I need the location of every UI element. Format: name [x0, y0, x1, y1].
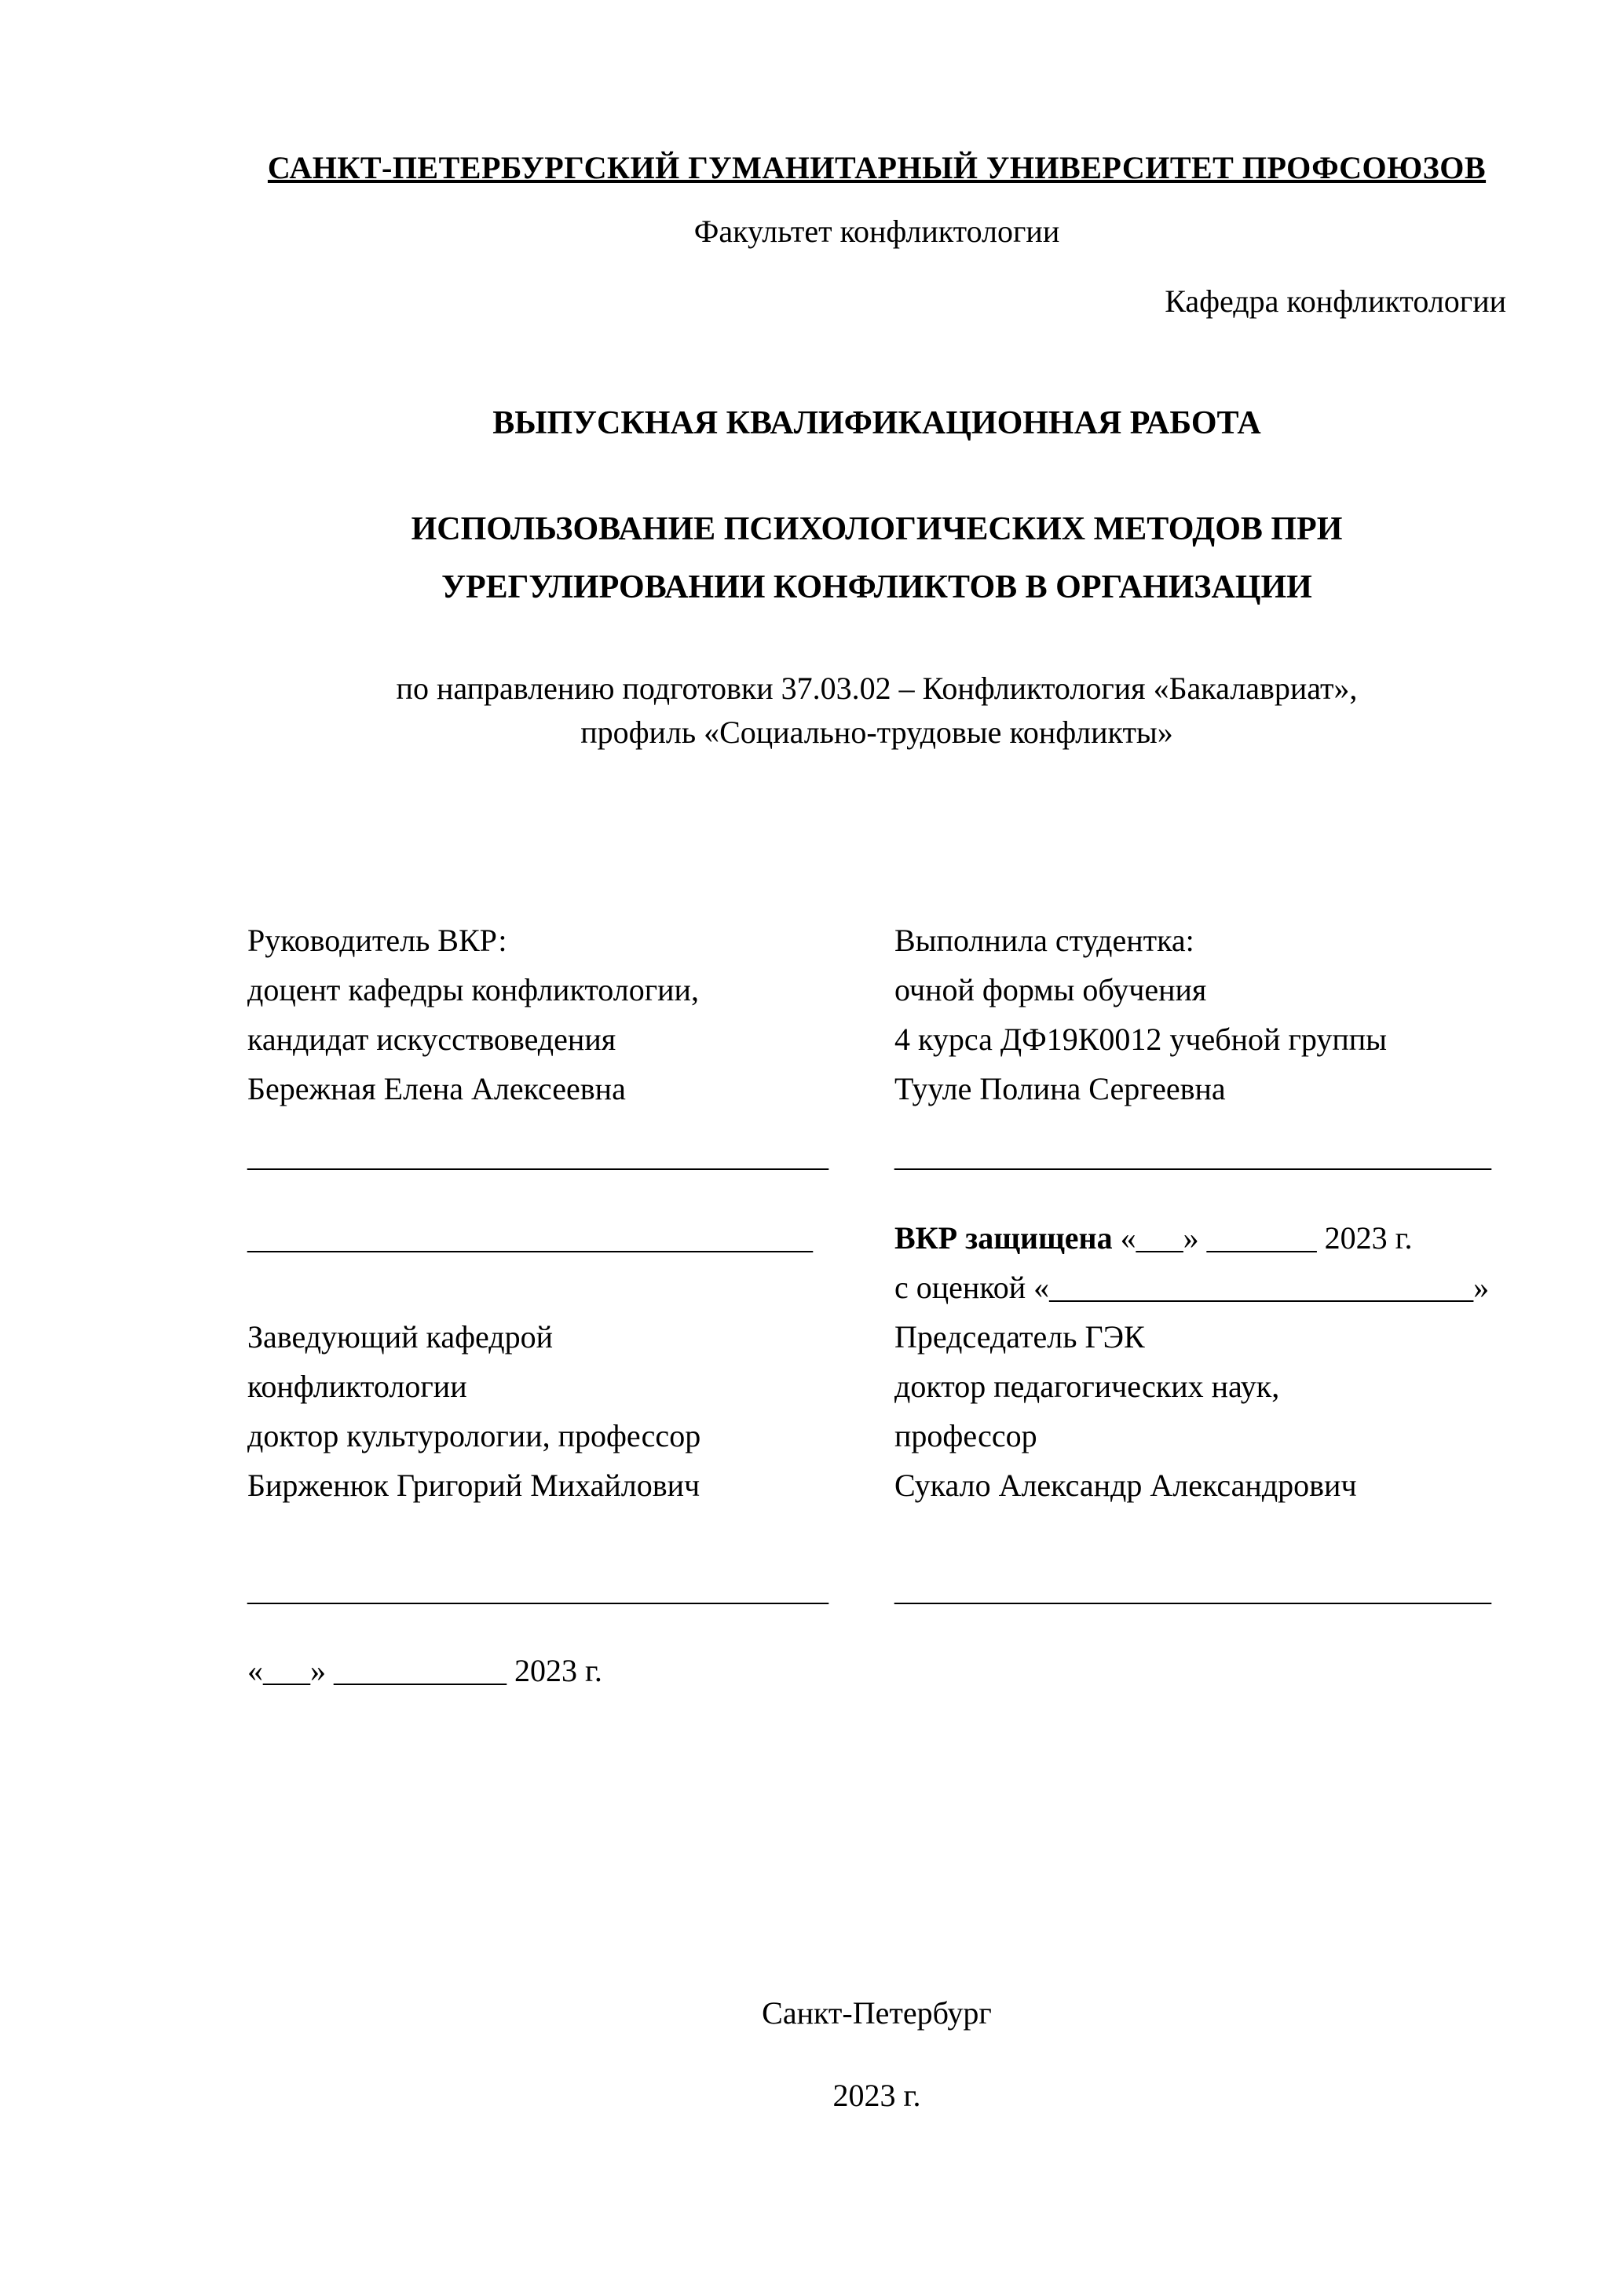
supervisor-label: Руководитель ВКР: [247, 923, 507, 958]
row-spacer [247, 1614, 1506, 1646]
supervisor-position-2: кандидат искусствоведения [247, 1022, 616, 1057]
student-info-1: очной формы обучения [894, 972, 1207, 1007]
row-spacer [247, 1180, 1506, 1213]
defense-line [894, 1213, 1506, 1263]
row-spacer [247, 1113, 1506, 1131]
work-type-heading: ВЫПУСКНАЯ КВАЛИФИКАЦИОННАЯ РАБОТА [492, 405, 1261, 441]
head-of-department-line3: доктор культурологии, профессор [247, 1418, 701, 1453]
gek-chair-line3: профессор [894, 1418, 1037, 1453]
defense-rest: «___» _______ 2023 г. [1112, 1220, 1413, 1256]
supervisor-signature-line-2: ____________________________________ [247, 1220, 813, 1256]
head-of-department-line2: конфликтологии [247, 1369, 467, 1404]
head-of-department-signature-line: _____________________________________ [247, 1572, 828, 1607]
head-of-department-date-line: «___» ___________ 2023 г. [247, 1653, 602, 1688]
empty-cell [247, 1263, 859, 1312]
program-block [247, 667, 1506, 755]
student-name: Тууле Полина Сергеевна [894, 1071, 1226, 1106]
head-of-department-name: Бирженюк Григорий Михайлович [247, 1468, 700, 1503]
footer-year: 2023 г. [832, 2078, 921, 2113]
gek-chair-signature-line: ______________________________________ [894, 1572, 1491, 1607]
thesis-title-line2: УРЕГУЛИРОВАНИИ КОНФЛИКТОВ В ОРГАНИЗАЦИИ [441, 569, 1312, 605]
supervisor-name: Бережная Елена Алексеевна [247, 1071, 626, 1106]
student-signature-line: ______________________________________ [894, 1138, 1491, 1173]
program-line1: по направлению подготовки 37.03.02 – Конфликтология «Бакалавриат», [396, 671, 1358, 706]
faculty-line: Факультет конфликтологии [693, 214, 1060, 249]
supervisor-position-1: доцент кафедры конфликтологии, [247, 972, 699, 1007]
footer [247, 1994, 1506, 2114]
defense-bold-label: ВКР защищена [894, 1220, 1113, 1256]
head-of-department-line1: Заведующий кафедрой [247, 1319, 554, 1355]
department-line: Кафедра конфликтологии [1165, 283, 1506, 319]
defense-grade-line: с оценкой «___________________________» [894, 1270, 1490, 1305]
empty-cell [894, 1646, 1506, 1695]
row-spacer [247, 1510, 1506, 1565]
gek-chair-line2: доктор педагогических наук, [894, 1369, 1280, 1404]
signatures-columns [247, 916, 1506, 1695]
university-header: САНКТ-ПЕТЕРБУРГСКИЙ ГУМАНИТАРНЫЙ УНИВЕРСИТЕТ ПРОФСОЮЗОВ [267, 150, 1487, 185]
thesis-title [247, 500, 1506, 616]
footer-city: Санкт-Петербург [762, 1995, 992, 2031]
program-line2: профиль «Социально-трудовые конфликты» [580, 715, 1173, 750]
gek-chair-line1: Председатель ГЭК [894, 1319, 1145, 1355]
student-info-2: 4 курса ДФ19К0012 учебной группы [894, 1022, 1388, 1057]
student-label: Выполнила студентка: [894, 923, 1194, 958]
supervisor-signature-line-1: _____________________________________ [247, 1138, 828, 1173]
thesis-title-line1: ИСПОЛЬЗОВАНИЕ ПСИХОЛОГИЧЕСКИХ МЕТОДОВ ПРИ [411, 511, 1343, 547]
gek-chair-name: Сукало Александр Александрович [894, 1468, 1357, 1503]
